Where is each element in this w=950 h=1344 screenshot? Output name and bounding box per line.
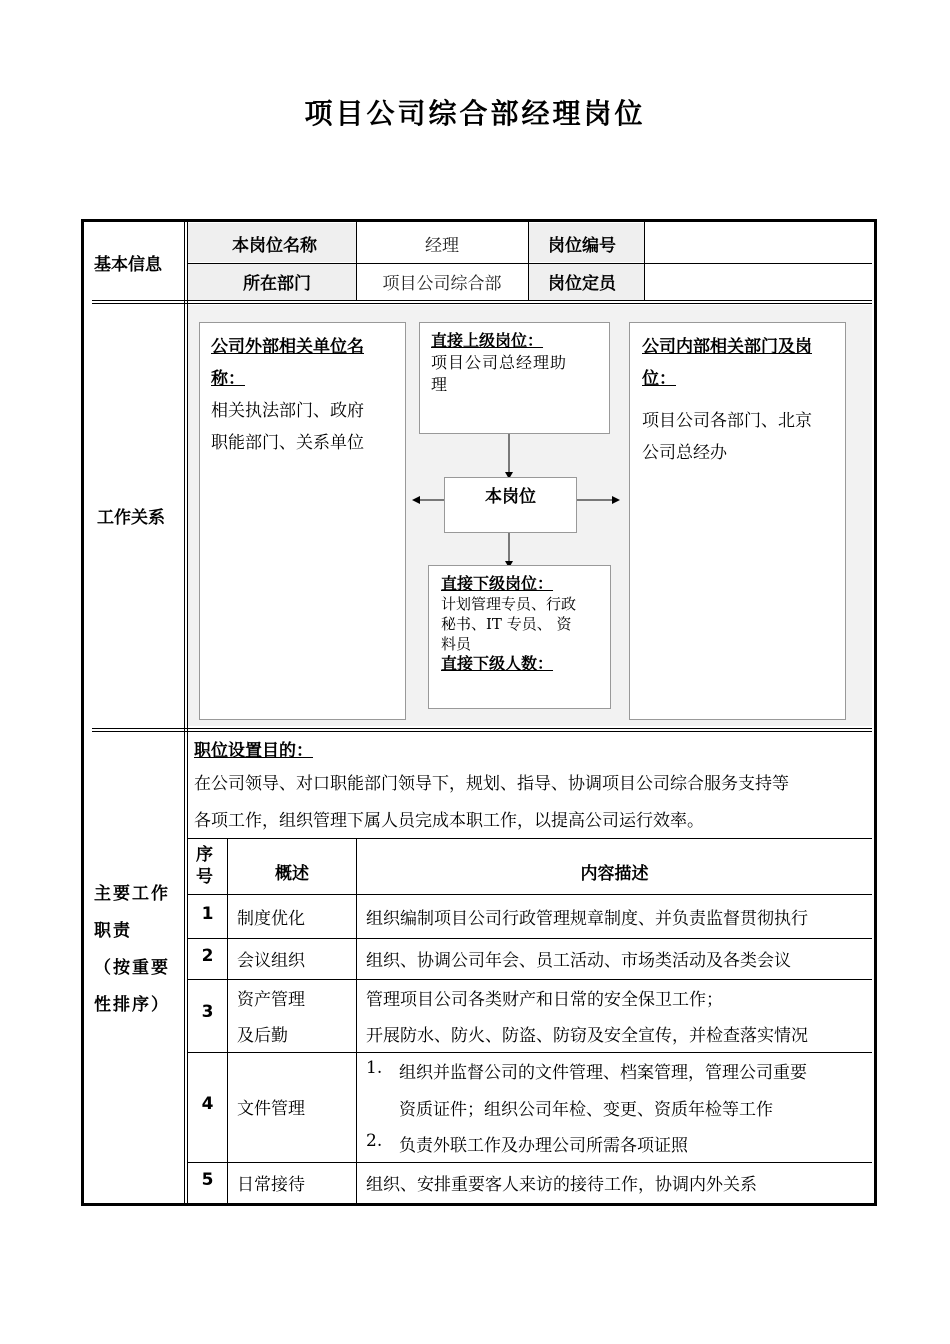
row-3-desc-1: 管理项目公司各类财产和日常的安全保卫工作； — [366, 990, 723, 1010]
row-1-no: 1 — [201, 904, 214, 924]
row-3-summary-2: 及后勤 — [237, 1026, 288, 1046]
external-units-box: 公司外部相关单位名 称： 相关执法部门、政府 职能部门、关系单位 — [199, 322, 406, 720]
dept-value: 项目公司综合部 — [382, 274, 502, 294]
subordinate-count-label: 直接下级人数： — [441, 654, 554, 673]
row-3-summary-1: 资产管理 — [237, 990, 305, 1010]
arrow-left-icon — [412, 496, 420, 504]
row-4-summary: 文件管理 — [237, 1099, 305, 1119]
current-post-box — [444, 477, 577, 533]
row-4-no: 4 — [201, 1094, 214, 1114]
header-seq: 序 号 — [196, 845, 213, 887]
dept-label: 所在部门 — [243, 274, 311, 294]
subordinate-text-1: 计划管理专员、行政 — [441, 595, 577, 613]
row-1-desc: 组织编制项目公司行政管理规章制度、并负责监督贯彻执行 — [366, 909, 808, 929]
row-1-summary: 制度优化 — [237, 909, 305, 929]
arrow-right-icon — [612, 496, 620, 504]
superior-box: 直接上级岗位： 项目公司总经理助 理 — [419, 322, 610, 434]
row-4-item-1-line-2: 资质证件；组织公司年检、变更、资质年检等工作 — [399, 1100, 773, 1120]
row-2-no: 2 — [201, 946, 214, 966]
row-4-item-1-no: 1. — [366, 1058, 383, 1078]
row-5-no: 5 — [201, 1170, 214, 1190]
relations-section-label: 工作关系 — [97, 508, 165, 528]
row-4-item-1-line-1: 组织并监督公司的文件管理、档案管理，管理公司重要 — [399, 1063, 807, 1083]
row-5-desc: 组织、安排重要客人来访的接待工作，协调内外关系 — [366, 1175, 757, 1195]
header-summary: 概述 — [275, 864, 309, 884]
internal-text-2: 公司总经办 — [642, 443, 727, 463]
post-code-label: 岗位编号 — [548, 236, 616, 256]
subordinate-text-3: 料员 — [441, 635, 472, 653]
internal-text-1: 项目公司各部门、北京 — [642, 411, 812, 431]
subordinate-text-2: 秘书、IT 专员、 资 — [441, 615, 572, 633]
superior-text-1: 项目公司总经理助 — [431, 353, 568, 372]
subordinate-box: 直接下级岗位： 计划管理专员、行政 秘书、IT 专员、 资 料员 直接下级人数： — [428, 565, 611, 709]
external-text-2: 职能部门、关系单位 — [211, 433, 364, 453]
post-name-value: 经理 — [425, 236, 459, 256]
duties-section-label: 主要工作 职责 （按重要 性排序） — [94, 884, 170, 1015]
row-2-summary: 会议组织 — [237, 951, 305, 971]
basic-info-section-label: 基本信息 — [94, 255, 162, 275]
purpose-line-2: 各项工作，组织管理下属人员完成本职工作，以提高公司运行效率。 — [194, 811, 704, 831]
purpose-title: 职位设置目的： — [194, 741, 313, 761]
row-4-item-2-line-1: 负责外联工作及办理公司所需各项证照 — [399, 1136, 688, 1156]
row-3-desc-2: 开展防水、防火、防盗、防窃及安全宣传，并检查落实情况 — [366, 1026, 808, 1046]
row-2-desc: 组织、协调公司年会、员工活动、市场类活动及各类会议 — [366, 951, 791, 971]
page-title: 项目公司综合部经理岗位 — [304, 97, 646, 130]
internal-departments-box: 公司内部相关部门及岗 位： 项目公司各部门、北京 公司总经办 — [629, 322, 846, 720]
external-text-1: 相关执法部门、政府 — [211, 401, 364, 421]
row-4-item-2-no: 2. — [366, 1131, 383, 1151]
row-3-no: 3 — [201, 1002, 214, 1022]
post-name-label: 本岗位名称 — [232, 236, 317, 256]
purpose-line-1: 在公司领导、对口职能部门领导下，规划、指导、协调项目公司综合服务支持等 — [194, 774, 789, 794]
row-5-summary: 日常接待 — [237, 1175, 305, 1195]
current-post-label: 本岗位 — [485, 487, 536, 507]
superior-text-2: 理 — [431, 375, 448, 394]
quota-label: 岗位定员 — [548, 274, 616, 294]
header-desc: 内容描述 — [580, 864, 649, 884]
